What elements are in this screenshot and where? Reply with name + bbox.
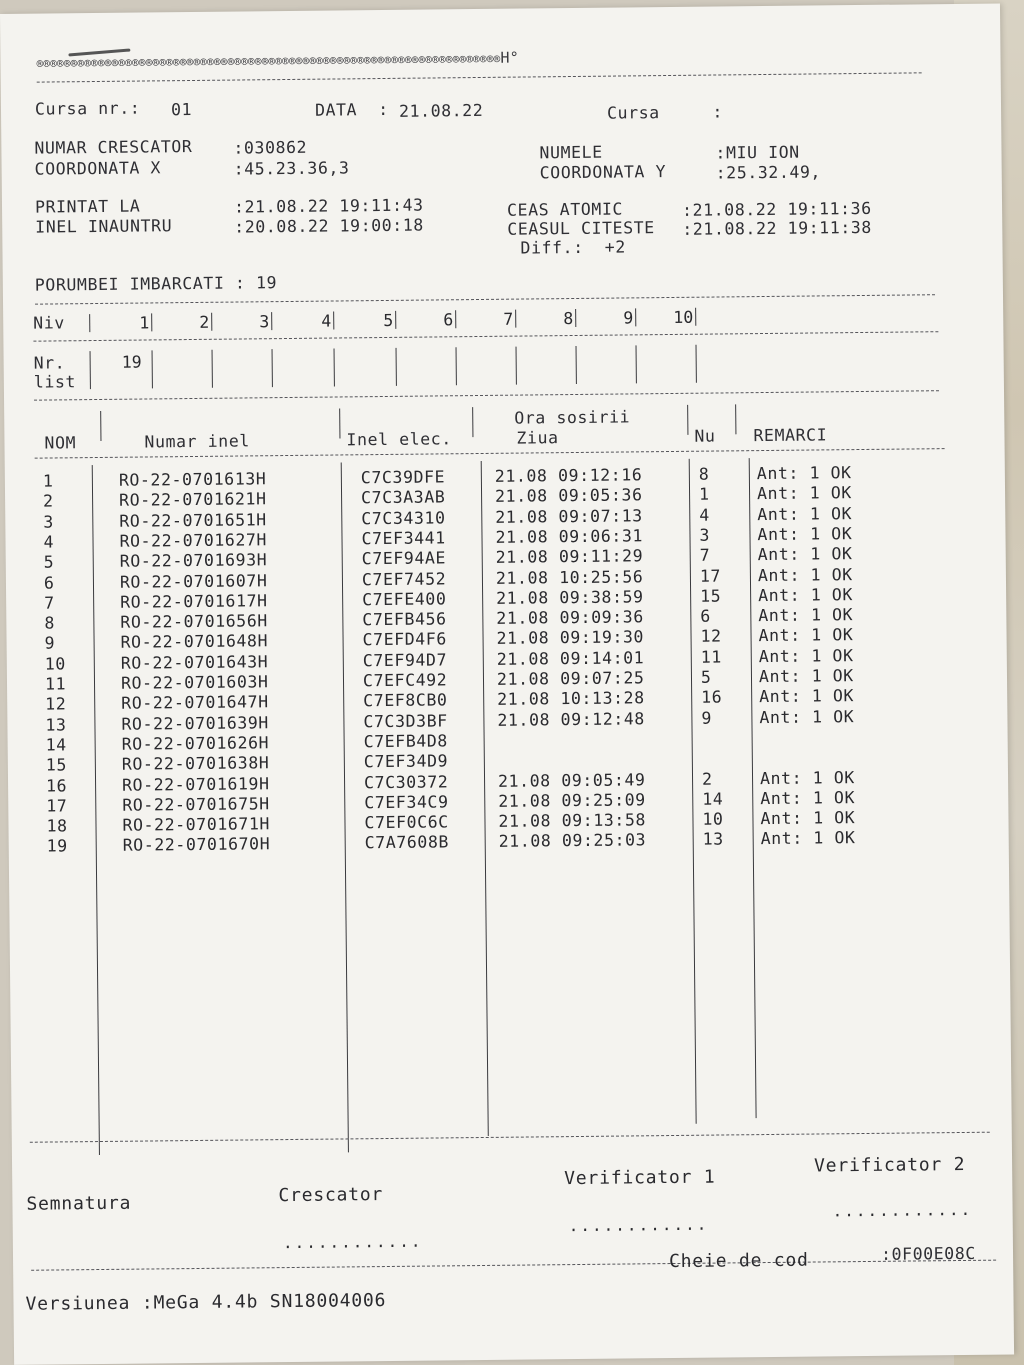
row-ora-sosirii: 21.08 09:07:13 [495,505,643,527]
data-value: 21.08.22 [398,100,484,121]
row-remarci: Ant: 1 OK [757,523,853,544]
row-ora-sosirii: 21.08 09:05:36 [494,485,643,507]
column-divider [341,462,349,1152]
nr-list-label-2: list [33,372,77,392]
column-divider [92,465,100,1155]
crescator-signature-line: ............ [282,1231,423,1253]
row-inel-elec: C7EF94AE [361,548,447,569]
row-numar-inel: RO-22-0701670H [122,834,271,856]
row-nom: 9 [44,633,56,653]
row-numar-inel: RO-22-0701607H [119,570,268,592]
separator-line [35,294,935,304]
row-numar-inel: RO-22-0701639H [121,712,270,734]
niv-level-cell: 9 [623,308,634,328]
row-numar-inel: RO-22-0701613H [118,469,267,490]
row-inel-elec: C7C3A3AB [360,487,446,508]
row-remarci: Ant: 1 OK [760,787,856,808]
diff-value: Diff.: +2 [520,237,626,258]
row-numar-inel: RO-22-0701648H [120,631,269,653]
cursa-nr-label: Cursa nr.: [34,98,141,119]
row-ora-sosirii: 21.08 09:13:58 [498,810,647,831]
row-numar-inel: RO-22-0701617H [120,591,268,612]
row-ora-sosirii: 21.08 09:05:49 [497,769,646,791]
cheie-de-cod-label: Cheie de cod [668,1249,809,1273]
row-remarci: Ant: 1 OK [757,544,853,565]
numele-value: :MIU ION [715,142,800,163]
coord-x-value: :45.23.36,3 [233,158,350,179]
nr-list-cell-divider [516,347,517,385]
row-nu: 16 [701,687,723,707]
niv-level-cell: 5 [383,310,394,331]
column-divider [339,408,340,438]
niv-level-cell: 2 [199,312,210,332]
row-nom: 5 [43,552,55,572]
row-inel-elec: C7EF34C9 [364,792,449,813]
niv-level-cell: 6 [443,310,454,330]
row-nom: 14 [45,735,67,755]
row-nom: 1 [42,471,54,491]
row-remarci: Ant: 1 OK [758,625,854,646]
numar-crescator-value: :030862 [233,137,308,158]
nr-list-cell [516,348,566,349]
row-numar-inel: RO-22-0701626H [121,733,270,754]
coord-x-label: COORDONATA X [34,158,162,179]
row-ora-sosirii: 21.08 09:11:29 [495,546,644,568]
row-inel-elec: C7EFC492 [362,670,448,691]
row-nu: 15 [700,586,722,606]
row-nu: 5 [700,667,712,687]
row-remarci: Ant: 1 OK [759,767,855,788]
niv-level-cell: 3 [259,312,270,332]
row-nu: 3 [699,525,711,545]
versiunea-label: Versiunea :MeGa 4.4b SN18004006 [25,1290,387,1315]
row-ora-sosirii: 21.08 09:07:25 [496,668,645,689]
nr-list-cell [336,350,386,351]
row-nu: 6 [700,606,711,626]
row-nu: 12 [700,626,722,647]
row-nu: 11 [700,647,722,667]
row-ora-sosirii: 21.08 09:06:31 [495,526,644,547]
ceas-atomic-label: CEAS ATOMIC [506,199,624,220]
niv-cell-divider [333,312,334,330]
row-nom: 7 [44,593,55,613]
row-ora-sosirii: 21.08 09:12:16 [494,465,643,486]
nr-list-cell [456,349,506,350]
row-inel-elec: C7EF8CB0 [363,690,448,711]
row-nu: 10 [702,809,724,829]
row-nu: 1 [698,484,710,505]
row-nom: 4 [43,532,55,552]
numar-crescator-label: NUMAR CRESCATOR [34,136,193,158]
nr-list-cell: 19 [121,352,142,372]
nr-list-cell-divider [396,348,397,386]
row-numar-inel: RO-22-0701621H [119,489,267,511]
row-ora-sosirii: 21.08 10:13:28 [497,688,645,710]
coord-y-label: COORDONATA Y [539,162,667,183]
ceas-atomic-value: :21.08.22 19:11:36 [681,198,872,220]
column-divider [749,458,757,1118]
nr-list-cell-divider [212,350,213,388]
cursa-label: Cursa : [606,102,724,123]
niv-level-cell: 1 [139,313,150,333]
niv-cell-divider [271,312,272,330]
niv-level-cell: 4 [321,311,332,331]
row-nom: 15 [45,755,68,775]
niv-cell-divider [695,308,696,326]
column-divider [100,411,101,441]
row-remarci: Ant: 1 OK [758,666,854,687]
row-numar-inel: RO-22-0701693H [119,550,268,571]
row-nom: 17 [46,796,68,816]
nr-list-label: Nr. [33,353,66,373]
nr-list-cell-divider [152,350,153,388]
row-ora-sosirii: 21.08 09:38:59 [496,587,644,608]
row-nom: 3 [43,512,54,532]
inel-inauntru-value: :20.08.22 19:00:18 [234,215,424,237]
separator-line [37,72,922,82]
row-ora-sosirii: 21.08 09:25:03 [498,830,647,852]
row-nu: 9 [701,708,713,728]
row-numar-inel: RO-22-0701675H [122,794,270,815]
nr-list-cell [152,352,202,353]
nr-list-cell [576,347,626,348]
coord-y-value: :25.32.49, [715,162,822,183]
porumbei-imbarcati: PORUMBEI IMBARCATI : 19 [34,273,278,295]
row-ora-sosirii: 21.08 09:25:09 [498,790,646,811]
verificator-1-label: Verificator 1 [564,1166,716,1190]
nr-list-cell-divider [456,347,457,385]
row-numar-inel: RO-22-0701647H [121,692,269,714]
separator-line [34,390,939,400]
row-nom: 10 [44,654,66,674]
row-inel-elec: C7EF34D9 [363,751,449,772]
row-inel-elec: C7EF0C6C [364,812,449,833]
row-nom: 12 [45,694,67,714]
row-numar-inel: RO-22-0701627H [119,530,268,551]
row-nom: 8 [44,613,56,633]
row-inel-elec: C7C34310 [361,507,446,528]
printat-value: :21.08.22 19:11:43 [233,195,424,217]
row-nu: 2 [701,769,713,789]
niv-level-cell: 7 [503,309,514,329]
row-ora-sosirii: 21.08 10:25:56 [495,566,644,588]
nr-list-cell [636,347,686,348]
semnatura-label: Semnatura [26,1192,132,1215]
niv-label: Niv [33,313,65,333]
ceasul-citeste-value: :21.08.22 19:11:38 [682,217,872,239]
row-inel-elec: C7EF94D7 [362,650,448,670]
verificator-1-signature-line: ............ [568,1214,709,1236]
nr-list-cell-divider [636,345,637,383]
row-remarci: Ant: 1 OK [759,706,855,727]
niv-level-cell: 8 [563,309,574,329]
row-inel-elec: C7C39DFE [360,467,446,488]
row-numar-inel: RO-22-0701603H [120,672,269,693]
row-nu: 4 [699,505,710,525]
row-numar-inel: RO-22-0701643H [120,651,269,673]
row-inel-elec: C7C3D3BF [363,710,448,731]
row-inel-elec: C7EFD4F6 [362,629,447,650]
row-numar-inel: RO-22-0701656H [120,611,268,632]
row-nom: 6 [43,572,55,593]
row-numar-inel: RO-22-0701671H [122,814,271,835]
nr-list-cell-divider [272,349,273,387]
row-remarci: Ant: 1 OK [758,584,854,605]
column-divider [687,405,688,435]
row-remarci: Ant: 1 OK [757,503,853,524]
row-remarci: Ant: 1 OK [756,463,852,484]
row-remarci: Ant: 1 OK [758,605,854,626]
col-remarci-header: REMARCI [753,425,828,446]
col-ora-sosirii-header: Ora sosirii [514,407,631,428]
cheie-de-cod-value: :0F00E08C [880,1243,976,1264]
row-nu: 8 [698,464,710,484]
row-inel-elec: C7C30372 [363,771,449,792]
row-remarci: Ant: 1 OK [757,564,853,585]
nr-list-cell-divider [696,345,697,383]
separator-line [31,1260,996,1271]
ceasul-citeste-label: CEASUL CITESTE [507,218,655,239]
col-ziua-header: Ziua [516,428,559,448]
nr-list-cell [274,351,324,352]
nr-list-cell-divider [576,346,577,384]
crescator-label: Crescator [278,1184,384,1207]
row-numar-inel: RO-22-0701619H [121,773,270,795]
col-nom-header: NOM [44,433,77,453]
column-divider [472,407,473,437]
verificator-2-label: Verificator 2 [813,1153,966,1177]
row-remarci: Ant: 1 OK [760,828,856,849]
row-ora-sosirii: 21.08 09:14:01 [496,647,645,669]
nr-list-cell [212,351,262,352]
row-numar-inel: RO-22-0701638H [121,753,270,774]
row-ora-sosirii: 21.08 09:12:48 [497,708,645,730]
race-report-sheet [0,4,1014,1365]
row-nu: 7 [699,545,711,565]
row-nu: 14 [702,789,724,809]
row-nom: 18 [46,816,68,836]
column-divider [481,461,489,1136]
row-inel-elec: C7EFE400 [362,589,447,610]
row-inel-elec: C7A7608B [364,832,450,853]
row-ora-sosirii: 21.08 09:09:36 [496,607,644,628]
row-inel-elec: C7EF3441 [361,528,446,549]
printat-label: PRINTAT LA [34,196,141,217]
nr-list-cell-divider [334,349,335,387]
verificator-2-signature-line: ............ [832,1199,973,1221]
inel-inauntru-label: INEL INAUNTRU [35,216,173,237]
row-nom: 2 [43,491,54,511]
niv-level-cell: 10 [673,307,694,327]
row-inel-elec: C7EF7452 [361,568,447,589]
row-remarci: Ant: 1 OK [758,645,854,666]
col-numar-inel-header: Numar inel [144,431,250,452]
separator-line [33,331,938,341]
row-remarci: Ant: 1 OK [759,686,855,707]
stars-border: ®®®®®®®®®®®®®®®®®®®®®®®®®®®®®®®®®®®®®®®®®®®®®®®®®®®®®®®®®®®®®®®®®®®®H° [36,48,519,71]
cursa-nr-value: 01 [170,99,193,120]
row-nom: 11 [44,674,67,694]
niv-cell-divider [89,314,90,332]
col-inel-elec-header: Inel elec. [346,429,452,450]
row-nu: 17 [699,565,722,586]
nr-list-cell [396,349,446,350]
row-nom: 13 [45,714,67,735]
column-divider [689,459,697,1124]
row-numar-inel: RO-22-0701651H [119,509,267,531]
separator-line [30,1132,990,1143]
row-ora-sosirii: 21.08 09:19:30 [496,627,645,649]
row-remarci: Ant: 1 OK [760,808,856,829]
row-inel-elec: C7EFB4D8 [363,731,449,752]
row-inel-elec: C7EFB456 [362,609,447,630]
col-nu-header: Nu [694,426,716,446]
row-nom: 16 [45,775,68,796]
row-remarci: Ant: 1 OK [756,483,852,504]
numele-label: NUMELE [539,142,603,163]
row-nom: 19 [46,836,68,856]
column-divider [735,404,736,434]
data-label: DATA : [314,99,389,120]
row-nu: 13 [702,829,724,850]
